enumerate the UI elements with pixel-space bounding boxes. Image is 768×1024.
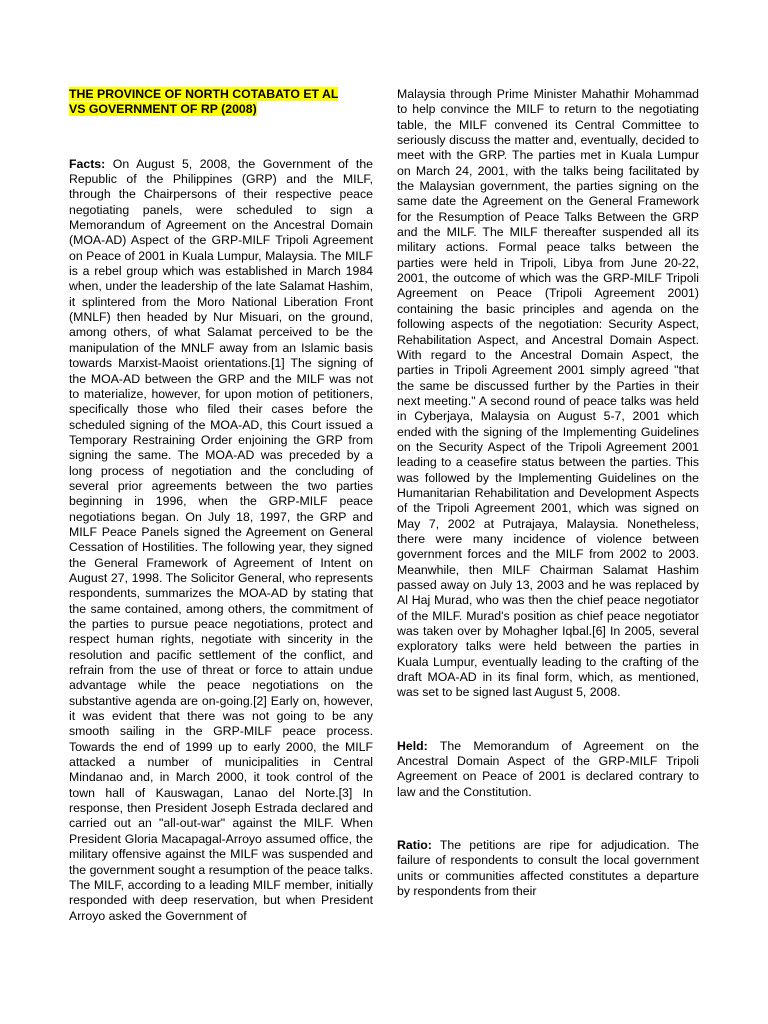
facts-text: On August 5, 2008, the Government of the Republic of the Philippines (GRP) and the MILF, through the Chairpersons of their respective peace negotiating panels, were scheduled to sign a Memorandum of Agreement on the Ancestral Domain (MOA-AD) Aspect of the GRP-MILF Tripoli Agreement on Peace of 2001 in Kuala Lumpur, Malaysia. The MILF is a rebel group which was established in March 1984 when, under the leadership of the late Salamat Hashim, it splintered from the Moro National Liberation Front (MNLF) then headed by Nur Misuari, on the ground, among others, of what Salamat perceived to be the manipulation of the MNLF away from an Islamic basis towards Marxist-Maoist orientations.[1] The signing of the MOA-AD between the GRP and the MILF was not to materialize, however, for upon motion of petitioners, specifically those who filed their cases before the scheduled signing of the MOA-AD, this Court issued a Temporary Restraining Order enjoining the GRP from signing the same. The MOA-AD was preceded by a long process of negotiation and the concluding of several prior agreements between the two parties beginning in 1996, when the GRP-MILF peace negotiations began. On July 18, 1997, the GRP and MILF Peace Panels signed the Agreement on General Cessation of Hostilities. The following year, they signed the General Framework of Agreement of Intent on August 27, 1998. The Solicitor General, who represents respondents, summarizes the MOA-AD by stating that the same contained, among others, the commitment of the parties to pursue peace negotiations, protect and respect human rights, negotiate with sincerity in the resolution and pacific settlement of the conflict, and refrain from the use of threat or force to attain undue advantage while the peace negotiations on the substantive agenda are on-going.[2] Early on, however, it was evident that there was not going to be any smooth sailing in the GRP-MILF peace process. Towards the end of 1999 up to early 2000, the MILF attacked a number of municipalities in Central Mindanao and, in March 2000, it took control of the town hall of Kauswagan, Lanao del Norte.[3] In response, then President Joseph Estrada declared and carried out an "all-out-war" against the MILF. When President Gloria Macapagal-Arroyo assumed office, the military offensive against the MILF was suspended and the government sought a resumption of the peace talks. The MILF, according to a leading MILF member, initially responded with deep reservation, but when President Arroyo asked the Government of <box>69 156 373 923</box>
case-title-line-2: VS GOVERNMENT OF RP (2008) <box>69 102 257 117</box>
facts-paragraph <box>69 157 373 924</box>
right-column <box>397 87 699 900</box>
held-paragraph <box>397 739 699 800</box>
ratio-label: Ratio: <box>397 838 432 853</box>
left-column <box>69 87 373 924</box>
case-title <box>69 87 373 118</box>
facts-label: Facts: <box>69 156 106 171</box>
held-text: The Memorandum of Agreement on the Ancestral Domain Aspect of the GRP-MILF Tripoli Agreement on Peace of 2001 is declared contrary to law and the Constitution. <box>397 738 699 799</box>
ratio-text: The petitions are ripe for adjudication. The failure of respondents to consult the local government units or communities affected constitutes a departure by respondents from their <box>397 838 699 899</box>
facts-continuation: Malaysia through Prime Minister Mahathir Mohammad to help convince the MILF to return to the negotiating table, the MILF convened its Central Committee to seriously discuss the matter and, eventually, decided to meet with the GRP. The parties met in Kuala Lumpur on March 24, 2001, with the talks being facilitated by the Malaysian government, the parties signing on the same date the Agreement on the General Framework for the Resumption of Peace Talks Between the GRP and the MILF. The MILF thereafter suspended all its military actions. Formal peace talks between the parties were held in Tripoli, Libya from June 20-22, 2001, the outcome of which was the GRP-MILF Tripoli Agreement on Peace (Tripoli Agreement 2001) containing the basic principles and agenda on the following aspects of the negotiation: Security Aspect, Rehabilitation Aspect, and Ancestral Domain Aspect. With regard to the Ancestral Domain Aspect, the parties in Tripoli Agreement 2001 simply agreed "that the same be discussed further by the Parties in their next meeting." A second round of peace talks was held in Cyberjaya, Malaysia on August 5-7, 2001 which ended with the signing of the Implementing Guidelines on the Security Aspect of the Tripoli Agreement 2001 leading to a ceasefire status between the parties. This was followed by the Implementing Guidelines on the Humanitarian Rehabilitation and Development Aspects of the Tripoli Agreement 2001, which was signed on May 7, 2002 at Putrajaya, Malaysia. Nonetheless, there were many incidence of violence between government forces and the MILF from 2002 to 2003. Meanwhile, then MILF Chairman Salamat Hashim passed away on July 13, 2003 and he was replaced by Al Haj Murad, who was then the chief peace negotiator of the MILF. Murad's position as chief peace negotiator was taken over by Mohagher Iqbal.[6] In 2005, several exploratory talks were held between the parties in Kuala Lumpur, eventually leading to the crafting of the draft MOA-AD in its final form, which, as mentioned, was set to be signed last August 5, 2008. <box>397 87 699 700</box>
ratio-paragraph <box>397 838 699 899</box>
case-title-line-1: THE PROVINCE OF NORTH COTABATO ET AL <box>69 87 339 101</box>
held-label: Held: <box>397 738 428 753</box>
